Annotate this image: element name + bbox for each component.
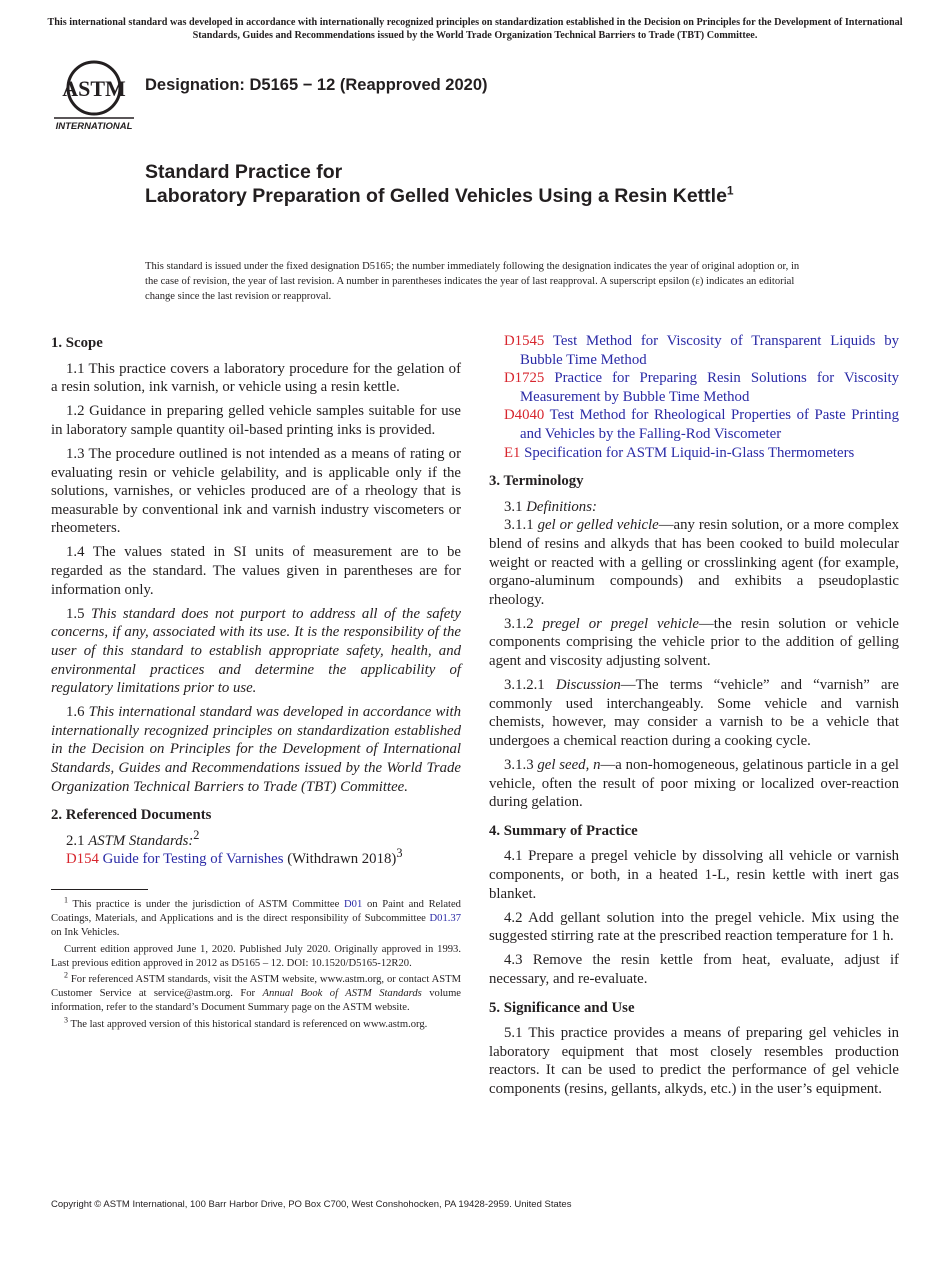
page-title <box>145 160 845 208</box>
para-1-2: 1.2 Guidance in preparing gelled vehicle samples suitable for use in laboratory sample quantity oil-based printing inks is provided. <box>51 403 461 438</box>
para-2-1: 2.1 ASTM Standards:$^2$ <box>66 827 200 849</box>
para-1-3: 1.3 The procedure outlined is not intended as a means of rating or evaluating resin or vehicle gelability, and is applicable only if the solutions, varnishes, or vehicles produced are of a rheology that is measurable by conventional ink and varnish industry viscometers or rheometers. <box>51 445 461 537</box>
footnote-edition: Current edition approved June 1, 2020. Published July 2020. Originally approved in 1993. Last previous edition approved in 2012 as D5165 – 12. DOI: 10.1520/D5165-12R20. <box>51 943 461 969</box>
para-3-1-2-1: 3.1.2.1 Discussion—The terms “vehicle” and “varnish” are commonly used interchangeably. Some vehicle and varnish chemists, however, may consider a varnish to be a vehicle that undergoes a chemical reaction during a cooking cycle. <box>489 677 900 749</box>
para-5-1: 5.1 This practice provides a means of preparing gel vehicles in laboratory equipment that most closely resembles production reactors. It can be used to predict the performance of gel vehicle components (resins, gellants, alkyds, etc.) in the user’s equipment. <box>489 1025 899 1097</box>
issued-note: This standard is issued under the fixed designation D5165; the number immediately following the designation indicates the year of original adoption or, in the case of revision, the year of last revision. A number in parentheses indicates the year of last reapproval. A superscript epsilon (ε) indicates an editorial change since the last revision or reapproval. <box>145 261 800 302</box>
ref-d4040[interactable]: D4040 Test Method for Rheological Properties of Paste Printing and Vehicles by the Falling-Rod Viscometer <box>504 407 899 442</box>
title-line2: Laboratory Preparation of Gelled Vehicles Using a Resin Kettle <box>145 185 727 207</box>
para-4-1: 4.1 Prepare a pregel vehicle by dissolving all vehicle or varnish components, or both, in a heated 1-L, resin kettle with inert gas blanket. <box>489 848 899 902</box>
para-1-5: 1.5 This standard does not purport to address all of the safety concerns, if any, associated with its use. It is the responsibility of the user of this standard to establish appropriate safety, health, and environmental practices and determine the applicability of regulatory limitations prior to use. <box>51 605 461 697</box>
footnote-2: $^2$ For referenced ASTM standards, visit the ASTM website, www.astm.org, or contact ASTM Customer Service at service@astm.org. For Annual Book of ASTM Standards volume information, refer to the standard’s Document Summary page on the ASTM website. <box>51 970 462 1014</box>
tbt-notice: This international standard was developed in accordance with internationally recognized principles on standardization established in the Decision on Principles for the Development of International Standards, Guides and Recommendations issued by the World Trade Organization Technical Barriers to Trade (TBT) Committee. <box>47 17 903 41</box>
significance-heading: 5. Significance and Use <box>489 999 635 1016</box>
astm-logo-graphic <box>52 58 136 132</box>
para-1-6: 1.6 This international standard was developed in accordance with internationally recognized principles on standardization established in the Decision on Principles for the Development of International Standards, Guides and Recommendations issued by the World Trade Organization Technical Barriers to Trade (TBT) Committee. <box>51 704 461 795</box>
designation: Designation: D5165 − 12 (Reapproved 2020) <box>145 76 488 94</box>
logo-text: INTERNATIONAL <box>55 121 133 132</box>
ref-d1725[interactable]: D1725 Practice for Preparing Resin Solutions for Viscosity Measurement by Bubble Time Method <box>504 370 900 405</box>
referenced-heading: 2. Referenced Documents <box>51 807 212 824</box>
subcommittee-link[interactable]: D01.37 <box>429 913 461 925</box>
title-footnote-mark: 1 <box>726 183 734 198</box>
logo-initials: ASTM <box>62 76 126 101</box>
terminology-heading: 3. Terminology <box>489 473 584 490</box>
para-3-1-3: 3.1.3 gel seed, n—a non-homogeneous, gelatinous particle in a gel vehicle, often the result of poor mixing or localized over-reaction during gelation. <box>489 756 899 811</box>
para-1-4: 1.4 The values stated in SI units of measurement are to be regarded as the standard. The values given in parentheses are for information only. <box>51 544 461 598</box>
para-3-1: 3.1 Definitions: <box>504 498 597 515</box>
left-column <box>51 332 461 1034</box>
ref-e1[interactable]: E1 Specification for ASTM Liquid-in-Glass Thermometers <box>504 444 855 461</box>
astm-logo <box>52 58 136 132</box>
copyright: Copyright © ASTM International, 100 Barr Harbor Drive, PO Box C700, West Conshohocken, PA 19428-2959. United States <box>51 1199 572 1210</box>
para-3-1-2: 3.1.2 pregel or pregel vehicle—the resin solution or vehicle components comprising the vehicle prior to the addition of gelling agent and viscosity adjusting solvent. <box>489 615 899 669</box>
footnote-3: $^3$ The last approved version of this historical standard is referenced on www.astm.org. <box>64 1015 428 1030</box>
title-line1: Standard Practice for <box>145 161 343 183</box>
para-4-3: 4.3 Remove the resin kettle from heat, evaluate, adjust if necessary, and re-evaluate. <box>489 952 899 987</box>
committee-link[interactable]: D01 <box>344 898 363 910</box>
para-3-1-1: 3.1.1 gel or gelled vehicle—any resin solution, or a more complex blend of resins and alkyds that has been cooked to build molecular weight or reacted with a gelling or crosslinking agent (for example, organo-aluminum compounds) and exhibits a pseudoplastic rheology. <box>489 517 899 608</box>
footnote-rule <box>51 889 148 890</box>
summary-heading: 4. Summary of Practice <box>489 822 638 839</box>
footnote-1: $^1$ This practice is under the jurisdiction of ASTM Committee D01 on Paint and Related Coatings, Materials, and Applications and is the direct responsibility of Subcommittee D01.37 on Ink Vehicles. <box>51 895 461 939</box>
para-1-1: 1.1 This practice covers a laboratory procedure for the gelation of a resin solution, ink varnish, or vehicle using a resin kettle. <box>51 360 461 396</box>
para-4-2: 4.2 Add gellant solution into the pregel vehicle. Mix using the suggested stirring rate at the prescribed reaction temperature for 1 h. <box>489 909 899 945</box>
ref-d1545[interactable]: D1545 Test Method for Viscosity of Transparent Liquids by Bubble Time Method <box>504 333 900 368</box>
right-column <box>489 332 899 1104</box>
scope-heading: 1. Scope <box>51 335 103 351</box>
ref-d154[interactable]: D154 Guide for Testing of Varnishes (Withdrawn 2018)$^3$ <box>66 846 403 868</box>
